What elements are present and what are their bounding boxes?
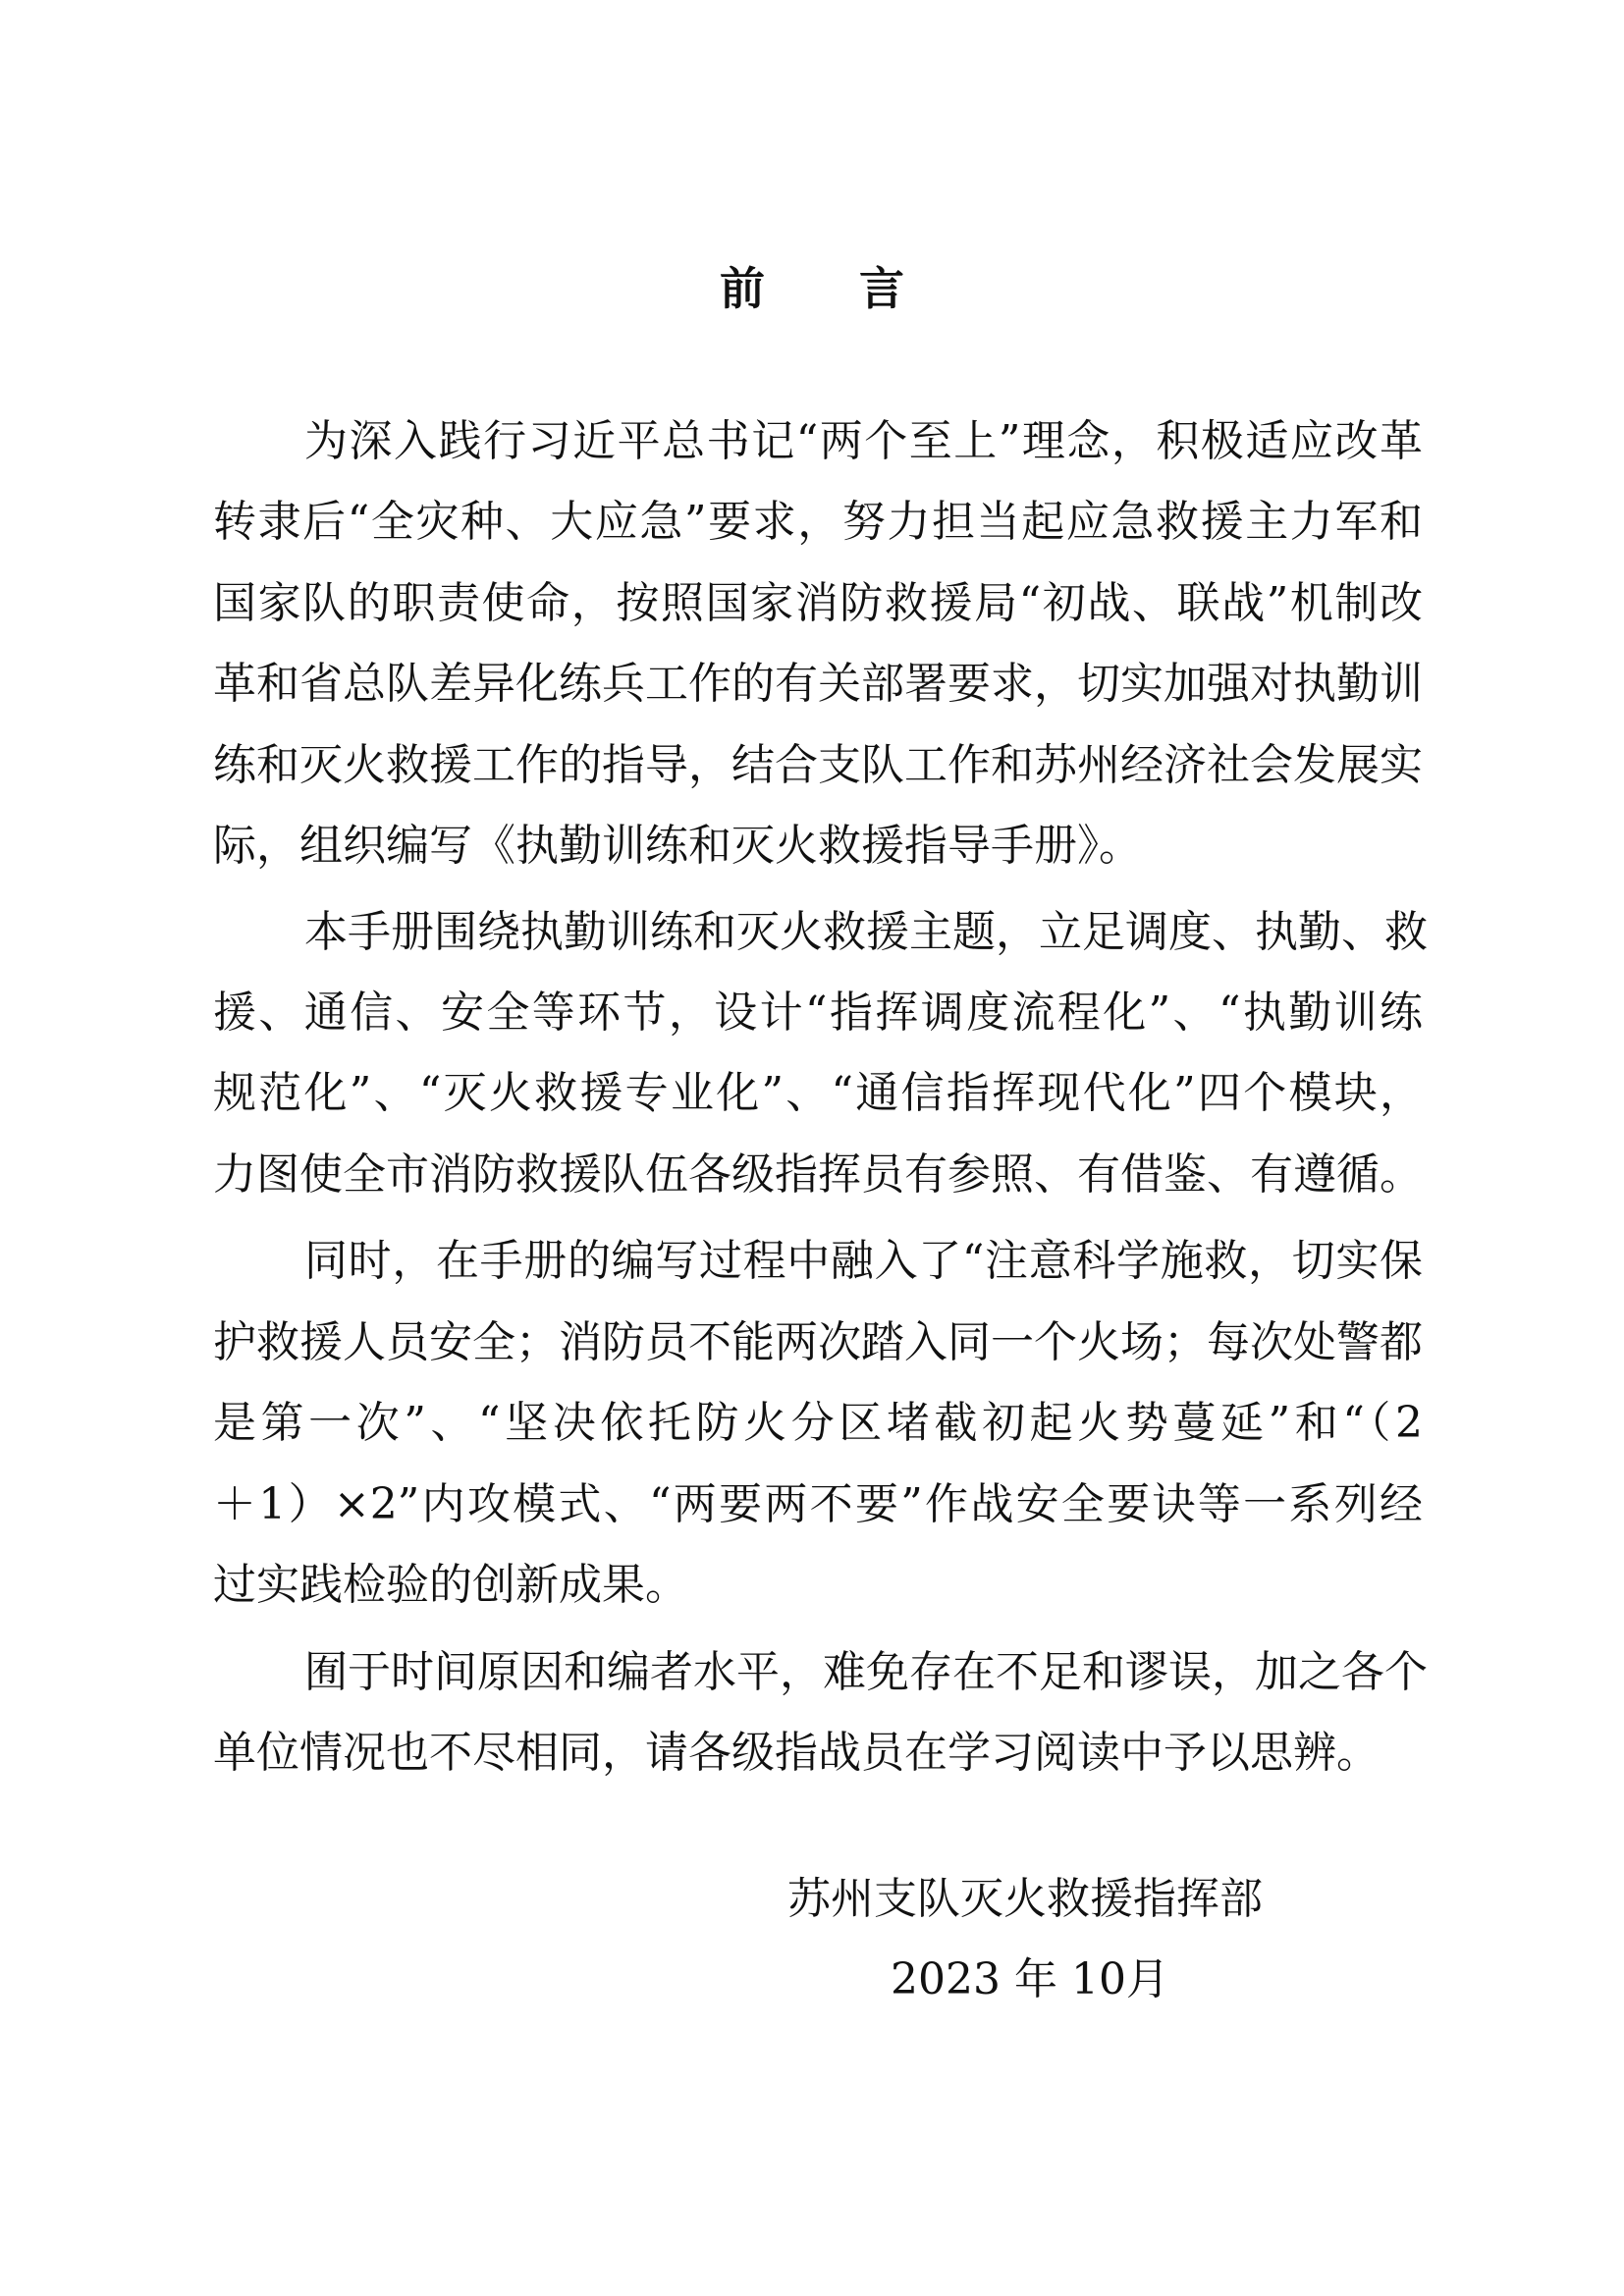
paragraph-line: ＋1）×2”内攻模式、“两要两不要”作战安全要诀等一系列经 <box>213 1479 1423 1529</box>
paragraph-line: 规范化”、“灭火救援专业化”、“通信指挥现代化”四个模块， <box>213 1068 1423 1118</box>
paragraph-line: 革和省总队差异化练兵工作的有关部署要求，切实加强对执勤训 <box>213 659 1423 709</box>
paragraph-line: 练和灭火救援工作的指导，结合支队工作和苏州经济社会发展实 <box>213 740 1423 790</box>
paragraph-line: 本手册围绕执勤训练和灭火救援主题，立足调度、执勤、救 <box>304 907 1428 957</box>
paragraph-line: 转隶后“全灾种、大应急”要求，努力担当起应急救援主力军和 <box>213 497 1423 547</box>
paragraph-line: 国家队的职责使命，按照国家消防救援局“初战、联战”机制改 <box>213 578 1423 628</box>
signature-date: 2023 年 10月 <box>891 1954 1169 2004</box>
paragraph-line: 单位情况也不尽相同，请各级指战员在学习阅读中予以思辨。 <box>213 1728 1380 1778</box>
paragraph-line: 同时，在手册的编写过程中融入了“注意科学施救，切实保 <box>304 1236 1423 1286</box>
page-title: 前 言 <box>719 262 944 315</box>
paragraph-line: 际，组织编写《执勤训练和灭火救援指导手册》。 <box>213 821 1142 871</box>
paragraph-line: 是第一次”、“坚决依托防火分区堵截初起火势蔓延”和“（2 <box>213 1398 1423 1448</box>
paragraph-line: 过实践检验的创新成果。 <box>213 1560 688 1610</box>
signature-organization: 苏州支队灭火救援指挥部 <box>787 1874 1263 1924</box>
paragraph-line: 援、通信、安全等环节，设计“指挥调度流程化”、“执勤训练 <box>213 988 1423 1038</box>
paragraph-line: 囿于时间原因和编者水平，难免存在不足和谬误，加之各个 <box>304 1647 1428 1697</box>
paragraph-line: 护救援人员安全；消防员不能两次踏入同一个火场；每次处警都 <box>213 1317 1423 1367</box>
paragraph-line: 为深入践行习近平总书记“两个至上”理念，积极适应改革 <box>304 416 1423 466</box>
paragraph-line: 力图使全市消防救援队伍各级指挥员有参照、有借鉴、有遵循。 <box>213 1149 1423 1200</box>
